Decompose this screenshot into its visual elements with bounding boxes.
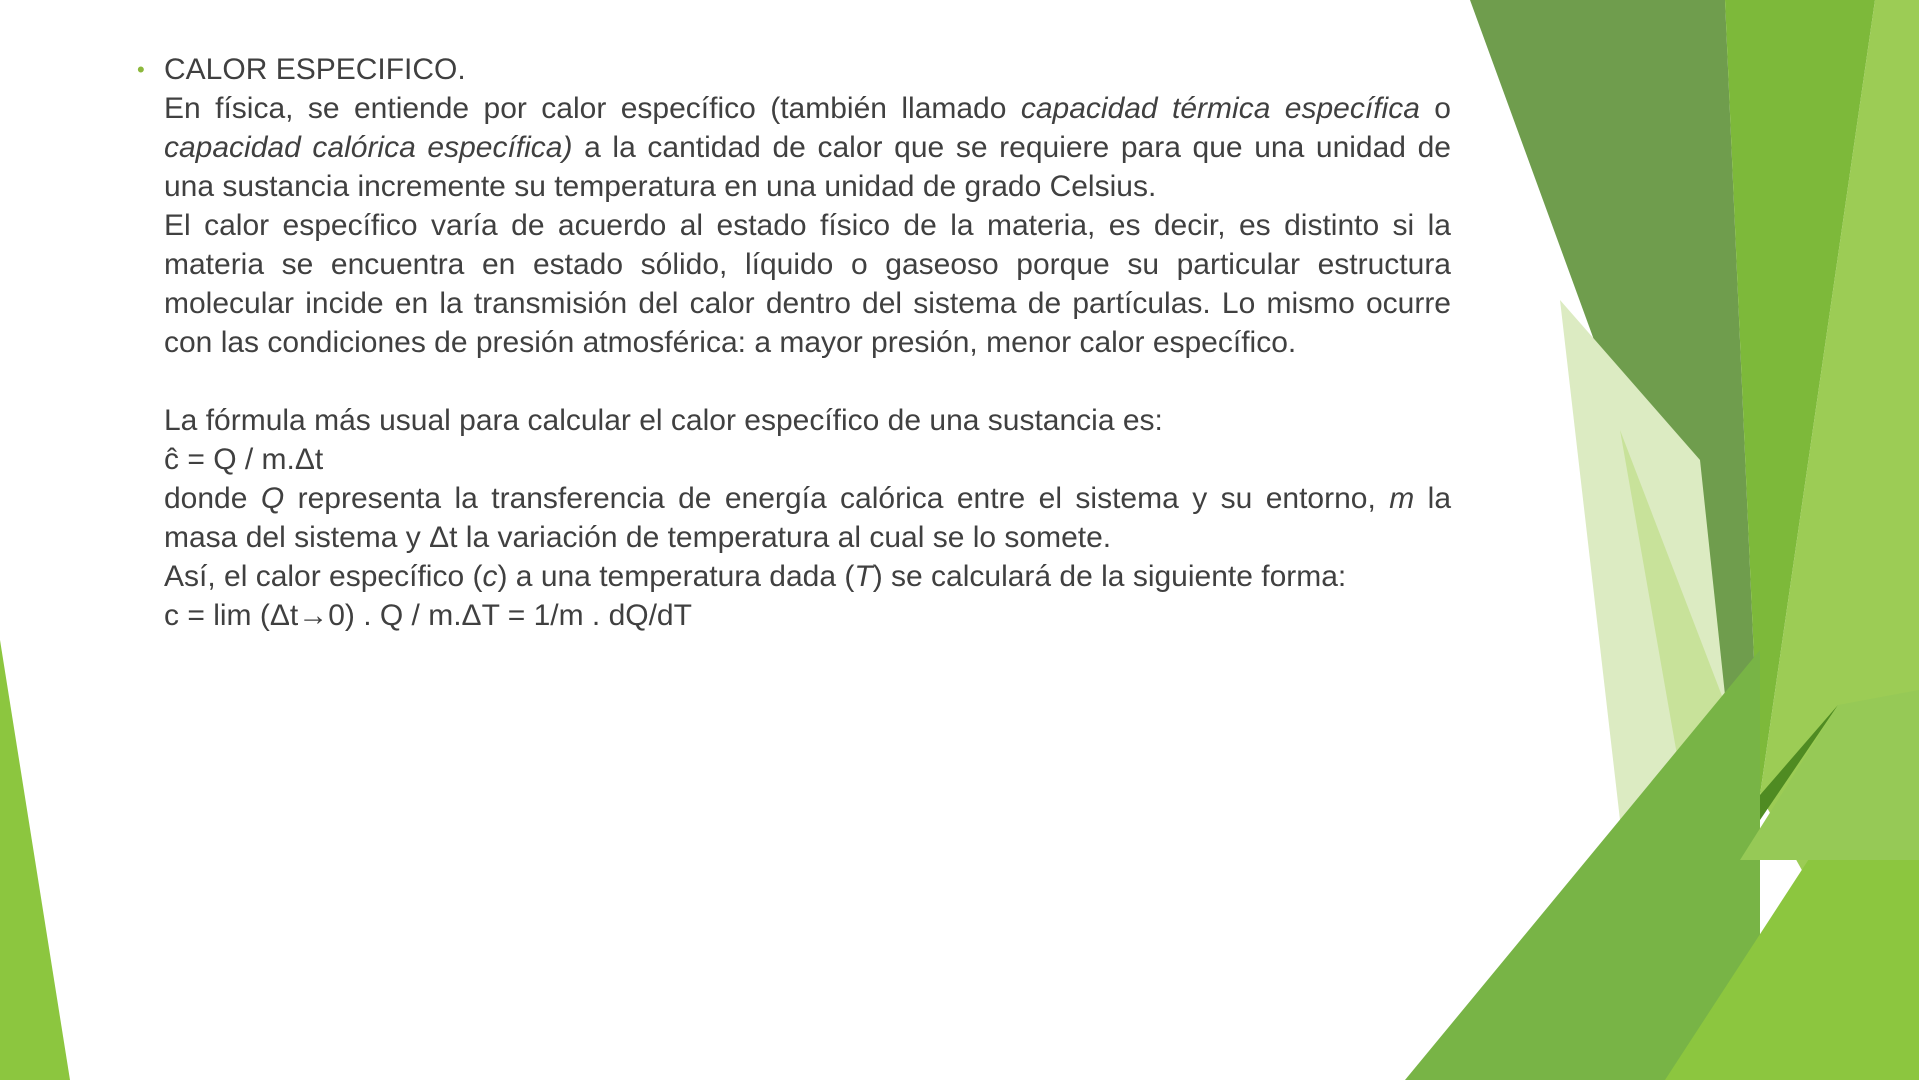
text-run: representa la transferencia de energía calórica entre el sistema y su entorno, <box>284 482 1390 515</box>
left-green-shape <box>0 640 70 1080</box>
paragraph-variables <box>164 479 1451 557</box>
text-run: donde <box>164 482 261 515</box>
formula-basic: ĉ = Q / m.Δt <box>164 443 324 476</box>
text-run: ) se calculará de la siguiente forma: <box>872 560 1347 593</box>
italic-run: capacidad térmica específica <box>1020 92 1420 125</box>
bottom-green-facet <box>1405 650 1760 1080</box>
text-run: a la cantidad de calor que se requiere para que una unidad de una sustancia incremente su temperatura en una unidad de grado Celsius. <box>164 131 1451 203</box>
paragraph-state: El calor específico varía de acuerdo al estado físico de la materia, es decir, es distinto si la materia se encuentra en estado sólido, líquido o gaseoso porque su particular estructura molecular incide en la transmisión del calor dentro del sistema de partículas. Lo mismo ocurre con las condiciones de presión atmosférica: a mayor presión, menor calor específico. <box>164 209 1451 359</box>
bullet-icon: • <box>137 57 145 82</box>
paragraph-temperature <box>164 557 1451 596</box>
italic-run: c <box>482 560 498 593</box>
italic-run: capacidad calórica específica) <box>164 131 573 164</box>
blank-line <box>164 362 1451 401</box>
italic-run: m <box>1389 482 1415 515</box>
italic-run: T <box>854 560 873 593</box>
text-run: ) a una temperatura dada ( <box>497 560 855 593</box>
paragraph-definition <box>164 89 1451 206</box>
text-run: la masa del sistema y Δt la variación de temperatura al cual se lo somete. <box>164 482 1452 554</box>
text-run: En física, se entiende por calor específico (también llamado <box>164 92 1021 125</box>
slide-heading: CALOR ESPECIFICO. <box>164 53 466 86</box>
text-run: Así, el calor específico ( <box>164 560 483 593</box>
slide-body <box>137 50 1452 635</box>
formula-limit: c = lim (Δt→0) . Q / m.ΔT = 1/m . dQ/dT <box>164 599 692 632</box>
paragraph-formula-intro: La fórmula más usual para calcular el calor específico de una sustancia es: <box>164 404 1163 437</box>
italic-run: Q <box>260 482 285 515</box>
text-run: o <box>1419 92 1451 125</box>
